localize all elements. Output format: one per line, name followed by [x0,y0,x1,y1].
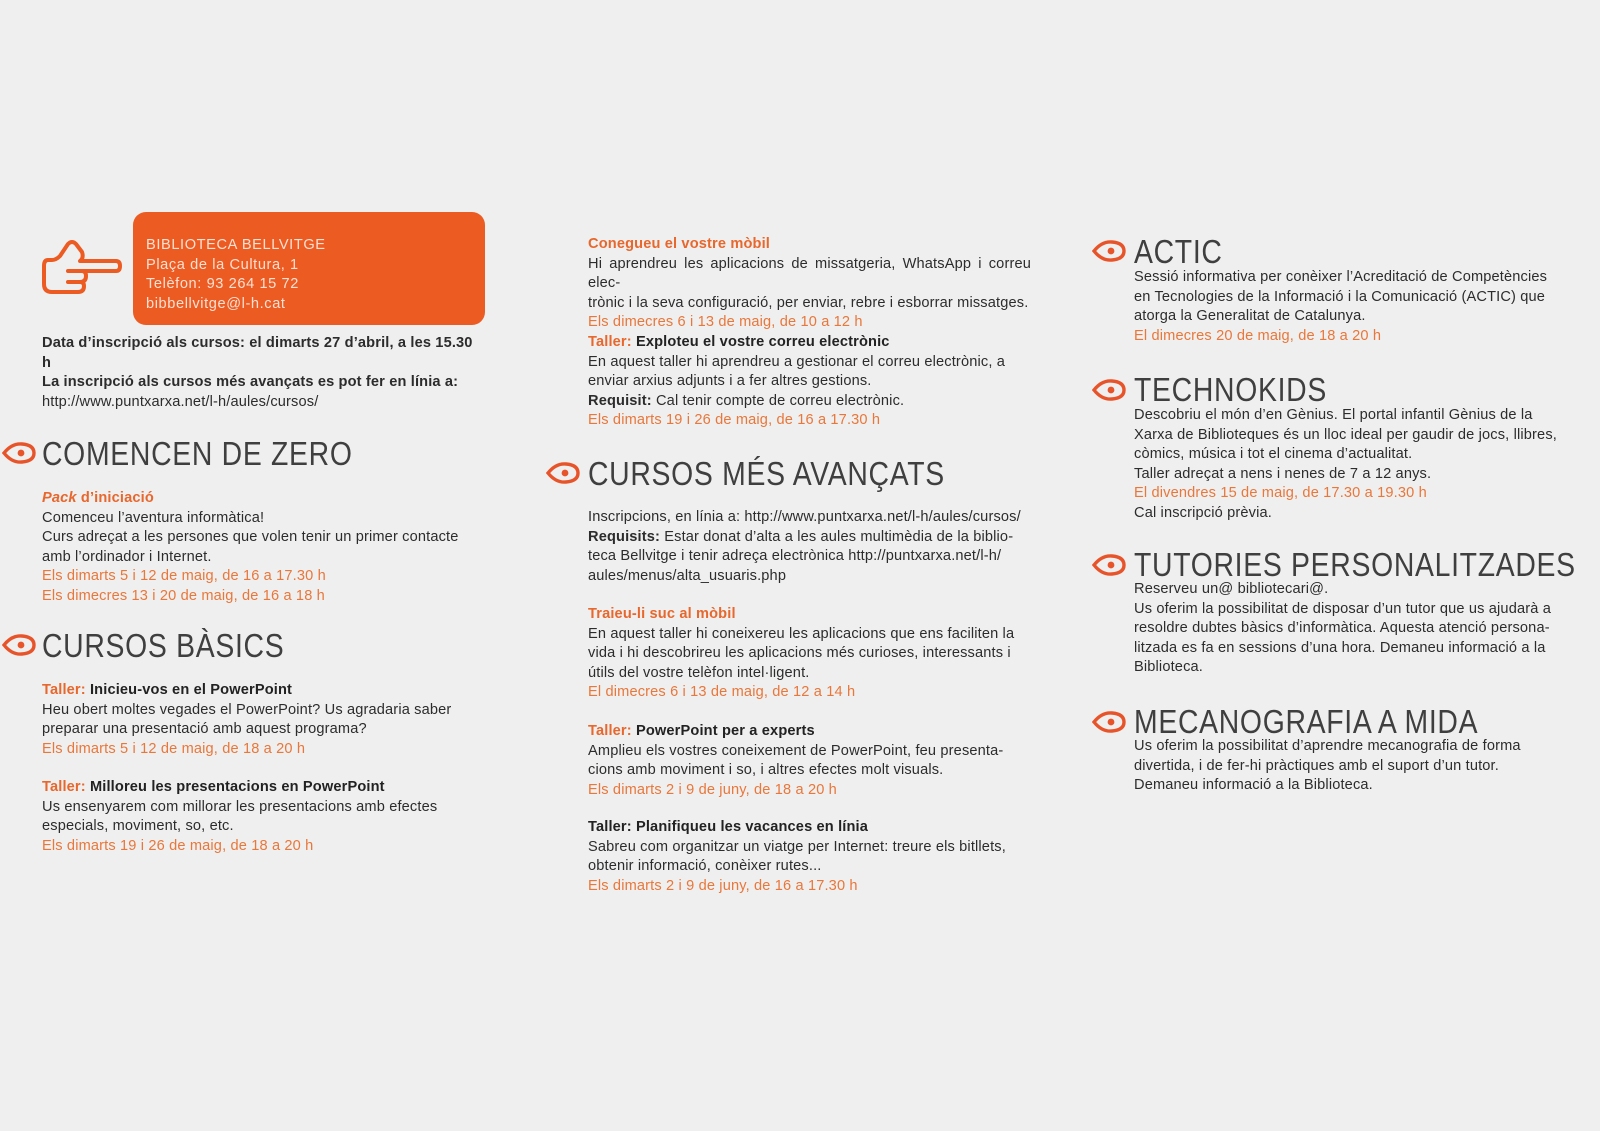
location-marker-icon [1092,553,1128,577]
library-info-box [133,212,485,325]
course-desc: preparar una presentació amb aquest programa? [42,721,367,737]
course-mobile-apps [588,605,1031,703]
library-name: BIBLIOTECA BELLVITGE [146,237,326,253]
meca-desc: Demaneu informació a la Biblioteca. [1134,777,1373,793]
tutories-desc: Biblioteca. [1134,659,1203,675]
course-powerpoint-improve [42,778,485,856]
tutories-desc: Reserveu un@ bibliotecari@. [1134,581,1329,597]
requirement-text: Estar donat d’alta a les aules multimèdia de la biblio- [660,528,1014,545]
pack-date-1: Els dimarts 5 i 12 de maig, de 16 a 17.30 h [42,568,326,584]
course-desc: Us ensenyarem com millorar les presentacions amb efectes [42,798,438,815]
pack-desc-1: Comenceu l’aventura informàtica! [42,509,265,526]
section-title-zero: COMENCEN DE ZERO [42,435,353,472]
registration-online: La inscripció als cursos més avançats es pot fer en línia a: [42,374,459,390]
section-title-meca: MECANOGRAFIA A MIDA [1134,703,1479,740]
course-title: Milloreu les presentacions en PowerPoint [85,779,385,795]
course-title: Inicieu-vos en el PowerPoint [85,682,293,698]
course-title: Conegueu el vostre mòbil [588,236,770,252]
section-title-actic: ACTIC [1134,233,1223,270]
tutories-desc: resoldre dubtes bàsics d’informàtica. Aquesta atenció persona- [1134,620,1550,636]
course-title: Exploteu el vostre correu electrònic [631,334,890,350]
pack-iniciacio [42,489,485,606]
course-desc: cions amb moviment i so, i altres efectes molt visuals. [588,762,944,778]
actic-desc: atorga la Generalitat de Catalunya. [1134,308,1366,324]
registration-date: Data d’inscripció als cursos: el dimarts 27 d’abril, a les 15.30 h [42,335,473,371]
registration-url[interactable]: http://www.puntxarxa.net/l-h/aules/cursos/ [42,393,319,410]
location-marker-icon [2,633,38,657]
course-date: Els dimecres 6 i 13 de maig, de 10 a 12 h [588,314,863,330]
meca-body [1134,737,1578,796]
pack-desc-2: Curs adreçat a les persones que volen tenir un primer contacte [42,529,459,545]
pointing-hand-icon [40,238,122,298]
location-marker-icon [1092,378,1128,402]
technokids-body [1134,406,1578,523]
library-address: Plaça de la Cultura, 1 [146,256,299,273]
course-label: Taller: [42,779,86,795]
requirement-text: teca Bellvitge i tenir adreça electrònica http://puntxarxa.net/l-h/ [588,548,1002,564]
section-title-tutories: TUTORIES PERSONALITZADES [1134,546,1576,583]
actic-desc: Sessió informativa per conèixer l’Acreditació de Competències [1134,269,1548,285]
course-desc: En aquest taller hi coneixereu les aplicacions que ens faciliten la [588,625,1015,642]
course-desc: obtenir informació, conèixer rutes... [588,858,822,874]
technokids-desc: Taller adreçat a nens i nenes de 7 a 12 anys. [1134,465,1432,482]
course-desc: vida i hi descobrireu les aplicacions més curioses, interessants i [588,645,1011,661]
actic-desc: en Tecnologies de la Informació i la Comunicació (ACTIC) que [1134,288,1546,305]
requirement-text: Cal tenir compte de correu electrònic. [651,392,905,409]
library-phone: Telèfon: 93 264 15 72 [146,276,299,292]
course-desc: Amplieu els vostres coneixement de PowerPoint, feu presenta- [588,742,1004,759]
technokids-desc: còmics, música i tot el cinema d’actualitat. [1134,446,1413,462]
library-email[interactable]: bibbellvitge@l-h.cat [146,295,286,312]
course-desc: Sabreu com organitzar un viatge per Internet: treure els bitllets, [588,838,1006,855]
section-title-advanced: CURSOS MÉS AVANÇATS [588,455,945,492]
meca-desc: Us oferim la possibilitat d’aprendre mecanografia de forma [1134,738,1521,754]
course-label: Taller: [588,723,632,739]
advanced-inscription: Inscripcions, en línia a: http://www.puntxarxa.net/l-h/aules/cursos/ [588,509,1021,525]
technokids-desc: Descobriu el món d’en Gènius. El portal infantil Gènius de la [1134,407,1533,423]
tutories-desc: litzada es fa en sessions d’una hora. Demaneu informació a la [1134,639,1546,656]
course-date: Els dimarts 19 i 26 de maig, de 16 a 17.30 h [588,412,881,428]
course-desc: Heu obert moltes vegades el PowerPoint? Us agradaria saber [42,701,452,718]
course-title: Taller: Planifiqueu les vacances en línia [588,819,869,835]
section-title-technokids: TECHNOKIDS [1134,371,1327,408]
course-powerpoint-experts [588,722,1031,800]
course-date: Els dimarts 2 i 9 de juny, de 18 a 20 h [588,781,837,798]
course-title: Traieu-li suc al mòbil [588,606,736,622]
location-marker-icon [546,461,582,485]
location-marker-icon [1092,710,1128,734]
pack-title: d’iniciació [76,490,154,506]
meca-desc: divertida, i de fer-hi pràctiques amb el suport d’un tutor. [1134,757,1499,774]
technokids-date: El divendres 15 de maig, de 17.30 a 19.30 h [1134,485,1427,501]
tutories-body [1134,580,1578,678]
course-label: Taller: [588,334,632,350]
advanced-info [588,508,1031,586]
pack-label: Pack [42,490,77,506]
pack-desc-3: amb l’ordinador i Internet. [42,548,212,565]
course-email [588,333,1031,431]
course-desc: En aquest taller hi aprendreu a gestionar el correu electrònic, a [588,353,1005,370]
technokids-note: Cal inscripció prèvia. [1134,504,1272,521]
pack-date-2: Els dimecres 13 i 20 de maig, de 16 a 18 h [42,587,325,604]
course-date: Els dimarts 5 i 12 de maig, de 18 a 20 h [42,740,306,757]
actic-body [1134,268,1578,346]
course-date: Els dimarts 2 i 9 de juny, de 16 a 17.30 h [588,877,858,894]
course-desc: trònic i la seva configuració, per enviar, rebre i esborrar missatges. [588,294,1029,311]
course-vacations [588,818,1031,896]
course-powerpoint-intro [42,681,485,759]
location-marker-icon [2,441,38,465]
course-desc: Hi aprendreu les aplicacions de missatgeria, WhatsApp i correu elec- [588,255,1031,291]
requirement-label: Requisits: [588,528,661,545]
course-desc: especials, moviment, so, etc. [42,818,234,834]
technokids-desc: Xarxa de Biblioteques és un lloc ideal per gaudir de jocs, llibres, [1134,426,1557,443]
requirement-label: Requisit: [588,392,652,409]
course-mobile-know [588,235,1031,333]
course-date: Els dimarts 19 i 26 de maig, de 18 a 20 h [42,837,314,854]
registration-info [42,334,485,412]
requirement-text: aules/menus/alta_usuaris.php [588,567,787,584]
course-desc: útils del vostre telèfon intel·ligent. [588,664,810,681]
location-marker-icon [1092,239,1128,263]
course-date: El dimecres 6 i 13 de maig, de 12 a 14 h [588,684,856,700]
course-label: Taller: [42,682,86,698]
tutories-desc: Us oferim la possibilitat de disposar d’un tutor que us ajudarà a [1134,600,1551,617]
section-title-basics: CURSOS BÀSICS [42,627,285,664]
course-title: PowerPoint per a experts [631,723,815,739]
actic-date: El dimecres 20 de maig, de 18 a 20 h [1134,327,1382,344]
course-desc: enviar arxius adjunts i a fer altres gestions. [588,373,872,389]
